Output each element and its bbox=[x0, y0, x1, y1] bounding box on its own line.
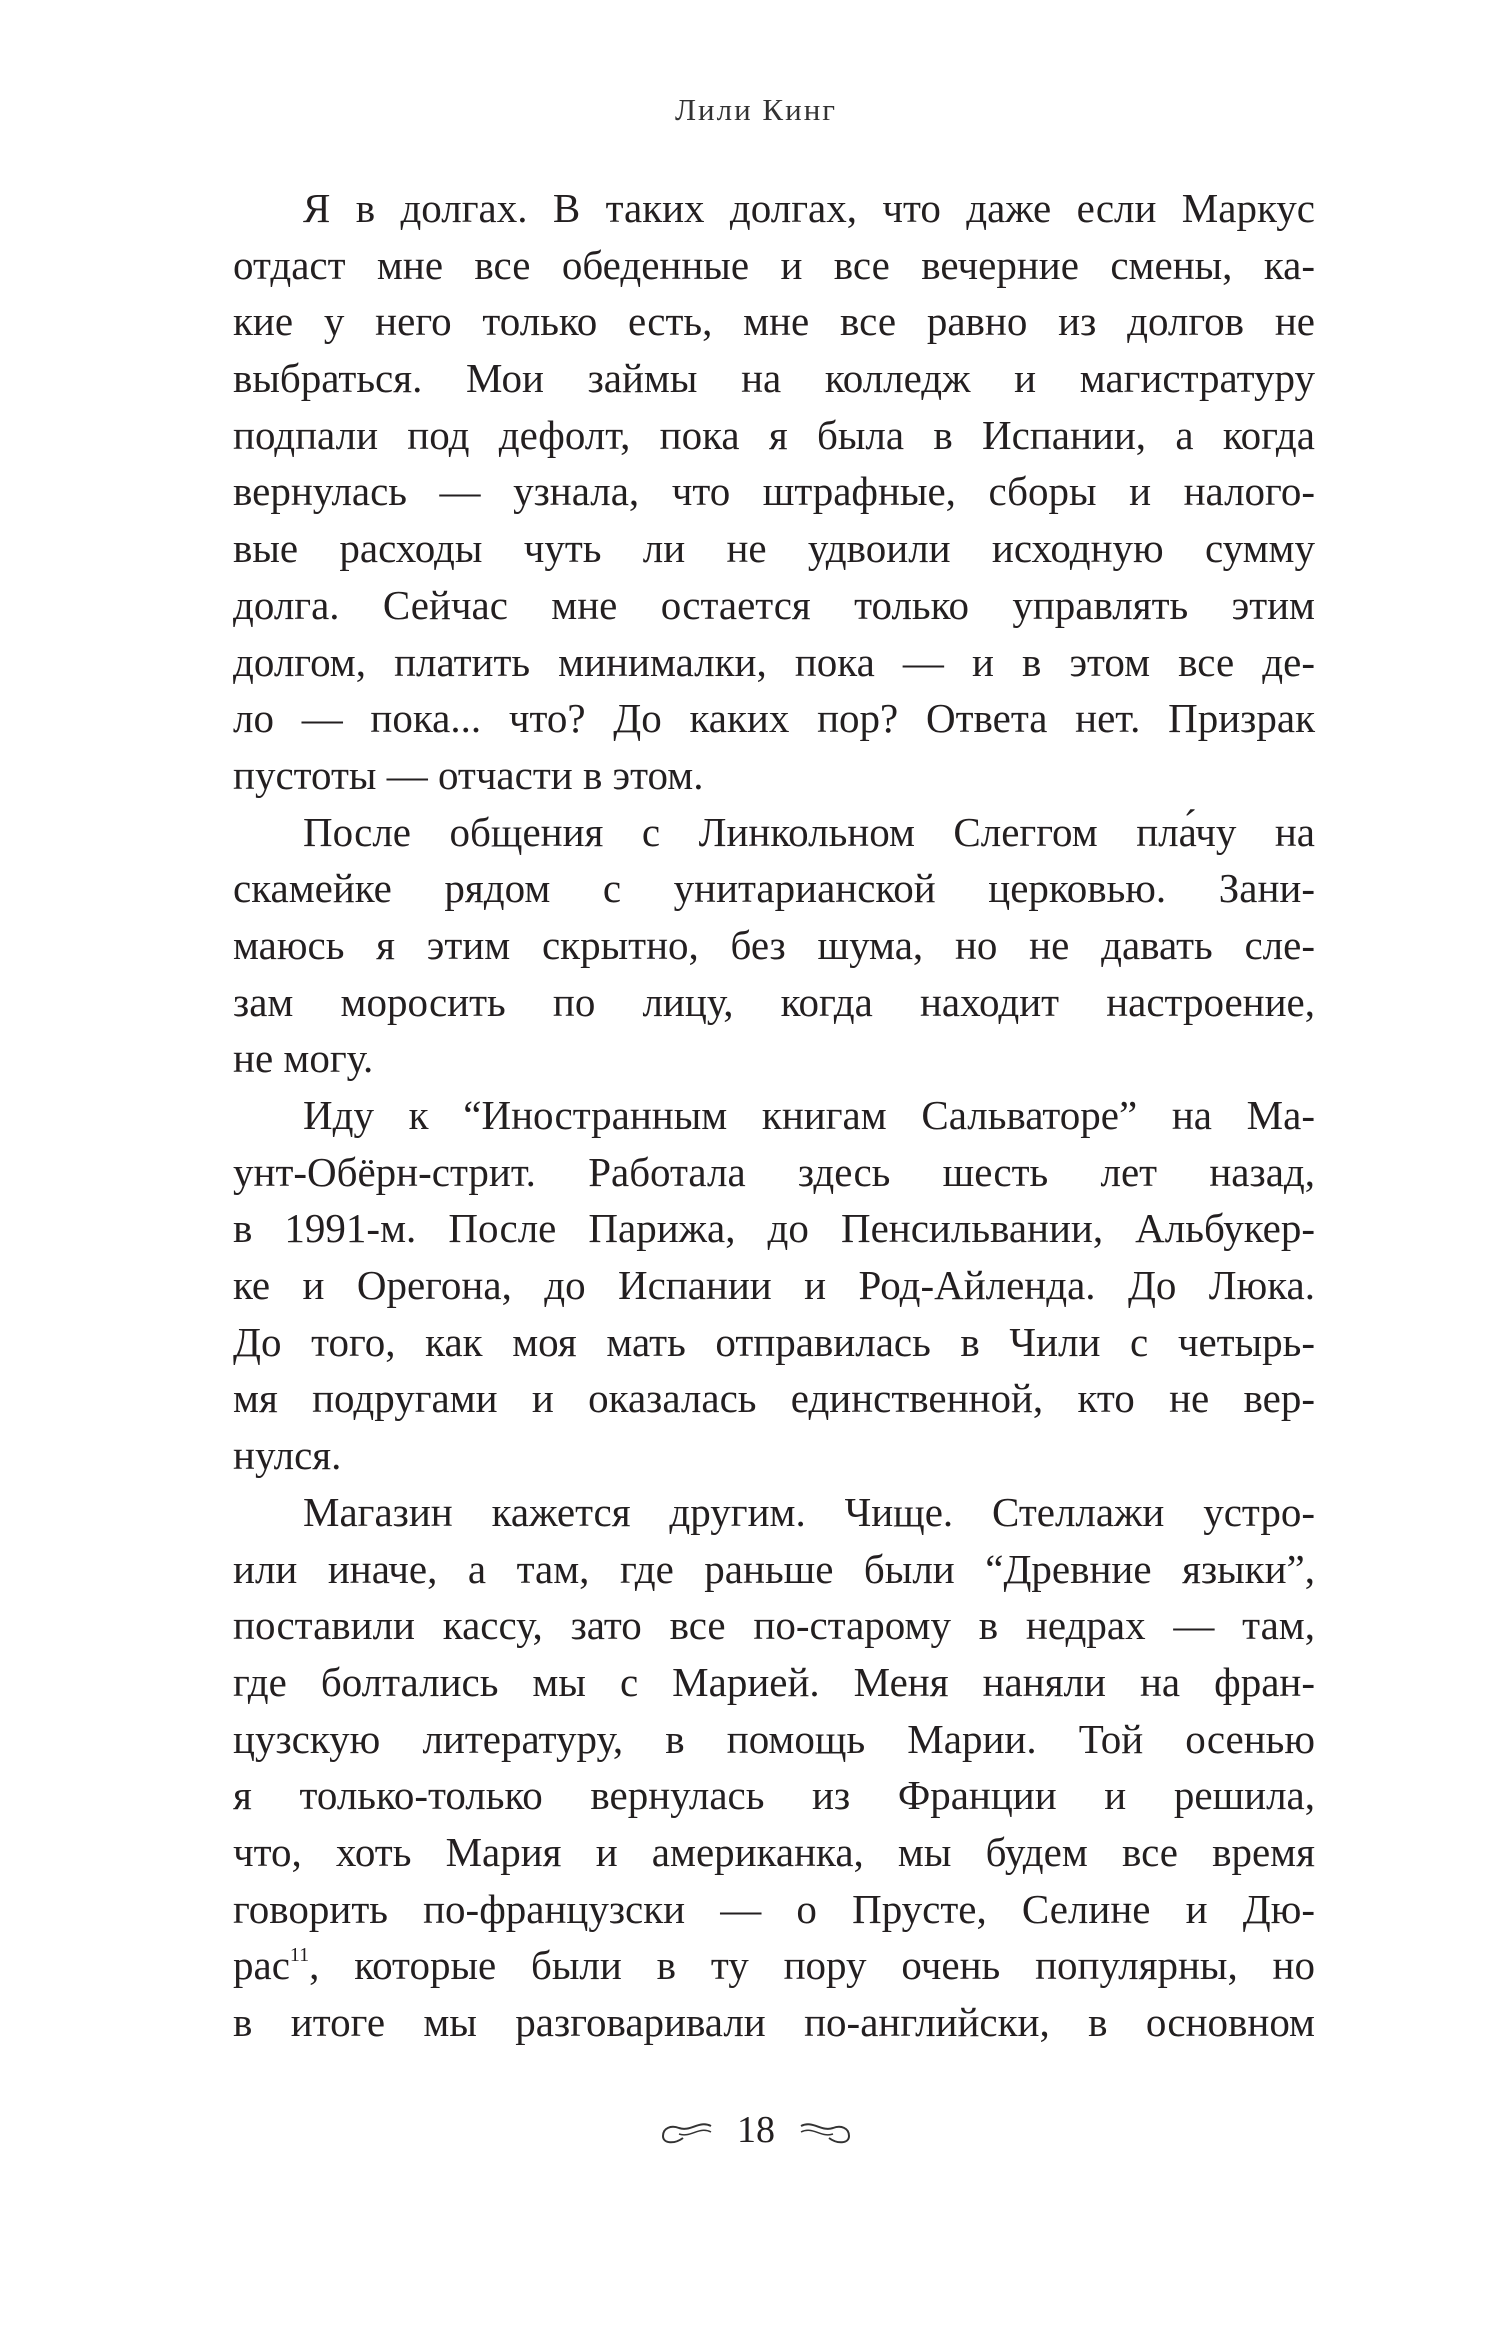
text-line: кие у него только есть, мне все равно из долгов не bbox=[233, 298, 1315, 345]
text-line: ке и Орегона, до Испании и Род-Айленда. До Люка. bbox=[233, 1262, 1315, 1309]
text-line: Я в долгах. В таких долгах, что даже если Маркус bbox=[303, 185, 1315, 231]
text-line: где болтались мы с Марией. Меня наняли на фран- bbox=[233, 1658, 1315, 1705]
text-line: После общения с Линкольном Слеггом пла́чу на bbox=[303, 808, 1315, 855]
footnote-reference[interactable]: 11 bbox=[289, 1944, 310, 1967]
page-folio bbox=[0, 2108, 1512, 2152]
text-line: Магазин кажется другим. Чище. Стеллажи устро- bbox=[303, 1488, 1315, 1535]
text-line: подпали под дефолт, пока я была в Испании, а когда bbox=[233, 411, 1315, 458]
text-line bbox=[233, 1937, 1315, 1994]
right-flourish-icon bbox=[799, 2120, 851, 2146]
text-line: отдаст мне все обеденные и все вечерние смены, ка- bbox=[233, 241, 1315, 288]
text-fragment: рас bbox=[233, 1942, 290, 1989]
text-line: мя подругами и оказалась единственной, кто не вер- bbox=[233, 1375, 1315, 1422]
text-line: поставили кассу, зато все по-старому в недрах — там, bbox=[233, 1602, 1315, 1649]
text-line: маюсь я этим скрытно, без шума, но не давать сле- bbox=[233, 921, 1315, 968]
text-line: Иду к “Иностранным книгам Сальваторе” на Ма- bbox=[303, 1092, 1315, 1138]
text-line: долга. Сейчас мне остается только управлять этим bbox=[233, 581, 1315, 628]
text-line: говорить по-французски — о Прусте, Селине и Дю- bbox=[233, 1885, 1315, 1932]
text-line: До того, как моя мать отправилась в Чили с четырь- bbox=[233, 1318, 1315, 1365]
running-header: Лили Кинг bbox=[675, 92, 837, 127]
text-line: цузскую литературу, в помощь Марии. Той осенью bbox=[233, 1715, 1315, 1762]
text-line: выбраться. Мои займы на колледж и магистратуру bbox=[233, 355, 1315, 402]
left-flourish-icon bbox=[661, 2120, 713, 2146]
text-fragment: , которые были в ту пору очень популярны, но bbox=[309, 1942, 1315, 1989]
text-line: долгом, платить минималки, пока — и в этом все де- bbox=[233, 638, 1315, 685]
text-line: в итоге мы разговаривали по-английски, в основном bbox=[233, 1999, 1315, 2045]
text-line: или иначе, а там, где раньше были “Древние языки”, bbox=[233, 1545, 1315, 1592]
text-line: унт-Обёрн-стрит. Работала здесь шесть лет назад, bbox=[233, 1148, 1315, 1195]
page-number: 18 bbox=[737, 2109, 775, 2151]
text-line: скамейке рядом с унитарианской церковью. Зани- bbox=[233, 865, 1315, 912]
text-line: в 1991-м. После Парижа, до Пенсильвании, Альбукер- bbox=[233, 1205, 1315, 1252]
text-line: нулся. bbox=[233, 1432, 342, 1479]
text-line: что, хоть Мария и американка, мы будем все время bbox=[233, 1828, 1315, 1875]
text-line: не могу. bbox=[233, 1035, 374, 1082]
text-line: ло — пока... что? До каких пор? Ответа нет. Призрак bbox=[233, 695, 1315, 742]
body-text bbox=[233, 180, 1315, 2051]
text-line: пустоты — отчасти в этом. bbox=[233, 751, 704, 798]
text-line: вернулась — узнала, что штрафные, сборы и налого- bbox=[233, 468, 1315, 515]
text-line: вые расходы чуть ли не удвоили исходную сумму bbox=[233, 525, 1315, 572]
text-line: зам моросить по лицу, когда находит настроение, bbox=[233, 978, 1315, 1025]
text-line: я только-только вернулась из Франции и решила, bbox=[233, 1772, 1315, 1819]
